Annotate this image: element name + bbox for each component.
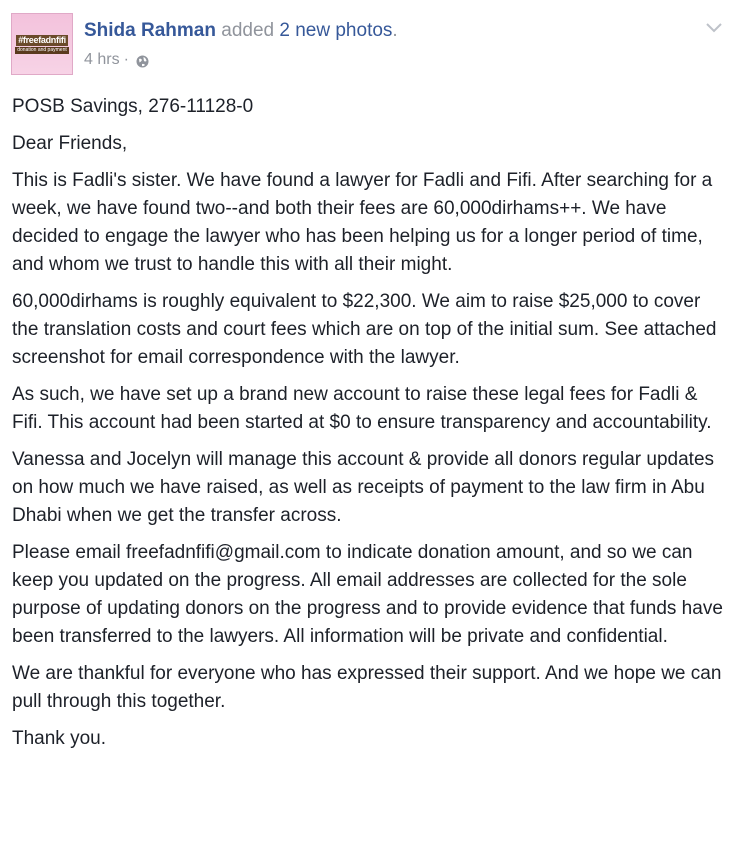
post-body <box>12 93 724 762</box>
paragraph-costs: 60,000dirhams is roughly equivalent to $22,300. We aim to raise $25,000 to cover the translation costs and court fees which are on top of the initial sum. See attached screenshot for email correspondence with the lawyer. <box>12 291 717 368</box>
paragraph-email: Please email freefadnfifi@gmail.com to indicate donation amount, and so we can keep you updated on the progress. All email addresses are collected for the sole purpose of updating donors on the progress and to provide evidence that funds have been transferred to the lawyers. All information will be private and confidential. <box>12 542 723 647</box>
photos-link[interactable]: 2 new photos <box>279 20 393 41</box>
paragraph-intro: This is Fadli's sister. We have found a lawyer for Fadli and Fifi. After searching for a week, we have found two--and both their fees are 60,000dirhams++. We have decided to engage the lawyer who has been helping us for a longer period of time, and whom we trust to handle this with all their might. <box>12 170 713 275</box>
author-line <box>84 19 398 43</box>
meta-separator: · <box>123 51 129 68</box>
paragraph-account: POSB Savings, 276-11128-0 <box>12 96 254 117</box>
timestamp-link[interactable]: 4 hrs <box>84 51 120 68</box>
post-meta <box>84 50 149 70</box>
author-name-link[interactable]: Shida Rahman <box>84 20 216 41</box>
post-header <box>0 0 736 90</box>
paragraph-thank-you: Thank you. <box>12 728 106 749</box>
avatar-text-line1: #freefadnfifi <box>18 34 66 45</box>
globe-icon[interactable] <box>136 54 149 67</box>
paragraph-thanks-support: We are thankful for everyone who has expressed their support. And we hope we can pull through this together. <box>12 663 722 712</box>
avatar-text-line2: donation and payment <box>17 46 67 53</box>
period: . <box>392 20 398 41</box>
avatar[interactable] <box>11 13 73 75</box>
chevron-down-icon[interactable] <box>706 20 722 30</box>
paragraph-greeting: Dear Friends, <box>12 133 128 154</box>
paragraph-account-setup: As such, we have set up a brand new account to raise these legal fees for Fadli & Fifi. This account had been started at $0 to ensure transparency and accountability. <box>12 384 712 433</box>
paragraph-managers: Vanessa and Jocelyn will manage this account & provide all donors regular updates on how much we have raised, as well as receipts of payment to the law firm in Abu Dhabi when we get the transfer across. <box>12 449 715 526</box>
action-text: added <box>221 20 275 41</box>
